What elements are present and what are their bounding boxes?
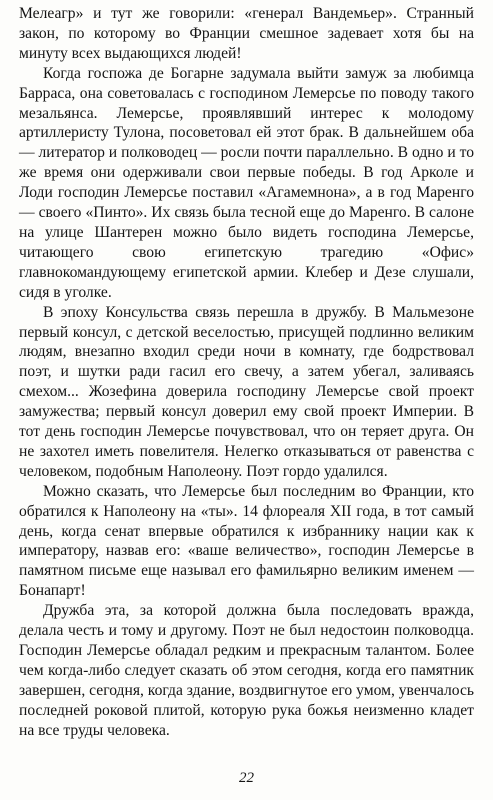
page-number: 22 xyxy=(239,770,254,786)
paragraph-consulate: В эпоху Консульства связь перешла в дружбу. В Мальмезоне первый консул, с детской веселостью, присущей подлинно великим людям, внезапно входил среди ночи в комнату, где бодрствовал поэт, и шутки ради гасил его свечу, а затем убегал, заливаясь смехом... Жозефина доверила господину Лемерсье свой проект замужества; первый консул доверил ему свой проект Империи. В тот день господин Лемерсье почувствовал, что он теряет друга. Он не захотел иметь повелителя. Нелегко отказываться от равенства с человеком, подобным Наполеону. Поэт гордо удалился. xyxy=(19,303,474,480)
paragraph-friendship: Дружба эта, за которой должна была последовать вражда, делала честь и тому и другому. Поэт не был недостоин полководца. Господин Лемерсье обладал редким и прекрасным талантом. Более чем когда-либо следует сказать об этом сегодня, когда его памятник завершен, сегодня, когда здание, воздвигнутое его умом, увенчалось последней роковой плитой, которую рука божья неизменно кладет на все труды человека. xyxy=(19,602,474,739)
paragraph-bogarne: Когда госпожа де Богарне задумала выйти замуж за любимца Барраса, она советовалась с господином Лемерсье по поводу такого мезальянса. Лемерсье, проявлявший интерес к молодому артиллеристу Тулона, посоветовал ей этот брак. В дальнейшем оба — литератор и полководец — росли почти параллельно. В одно и то же время они одерживали свои первые победы. В год Арколе и Лоди господин Лемерсье поставил «Агамемнона», а в год Маренго — своего «Пинто». Их связь была тесной еще до Маренго. В салоне на улице Шантерен можно было видеть господина Лемерсье, читающего свою египетскую трагедию «Офис» главнокомандующему египетской армии. Клебер и Дезе слушали, сидя в уголке. xyxy=(19,64,474,301)
paragraph-floreal: Можно сказать, что Лемерсье был последним во Франции, кто обратился к Наполеону на «ты». 14 флореаля XII года, в тот самый день, когда сенат впервые обратился к избраннику нации как к императору, назвав его: «ваше величество», господин Лемерсье в памятном письме еще называл его фамильярно великим именем — Бонапарт! xyxy=(19,482,474,600)
body-text xyxy=(19,4,474,741)
paragraph-continuation: Мелеагр» и тут же говорили: «генерал Вандемьер». Странный закон, по которому во Франции смешное задевает хотя бы на минуту всех выдающихся людей! xyxy=(19,5,474,62)
